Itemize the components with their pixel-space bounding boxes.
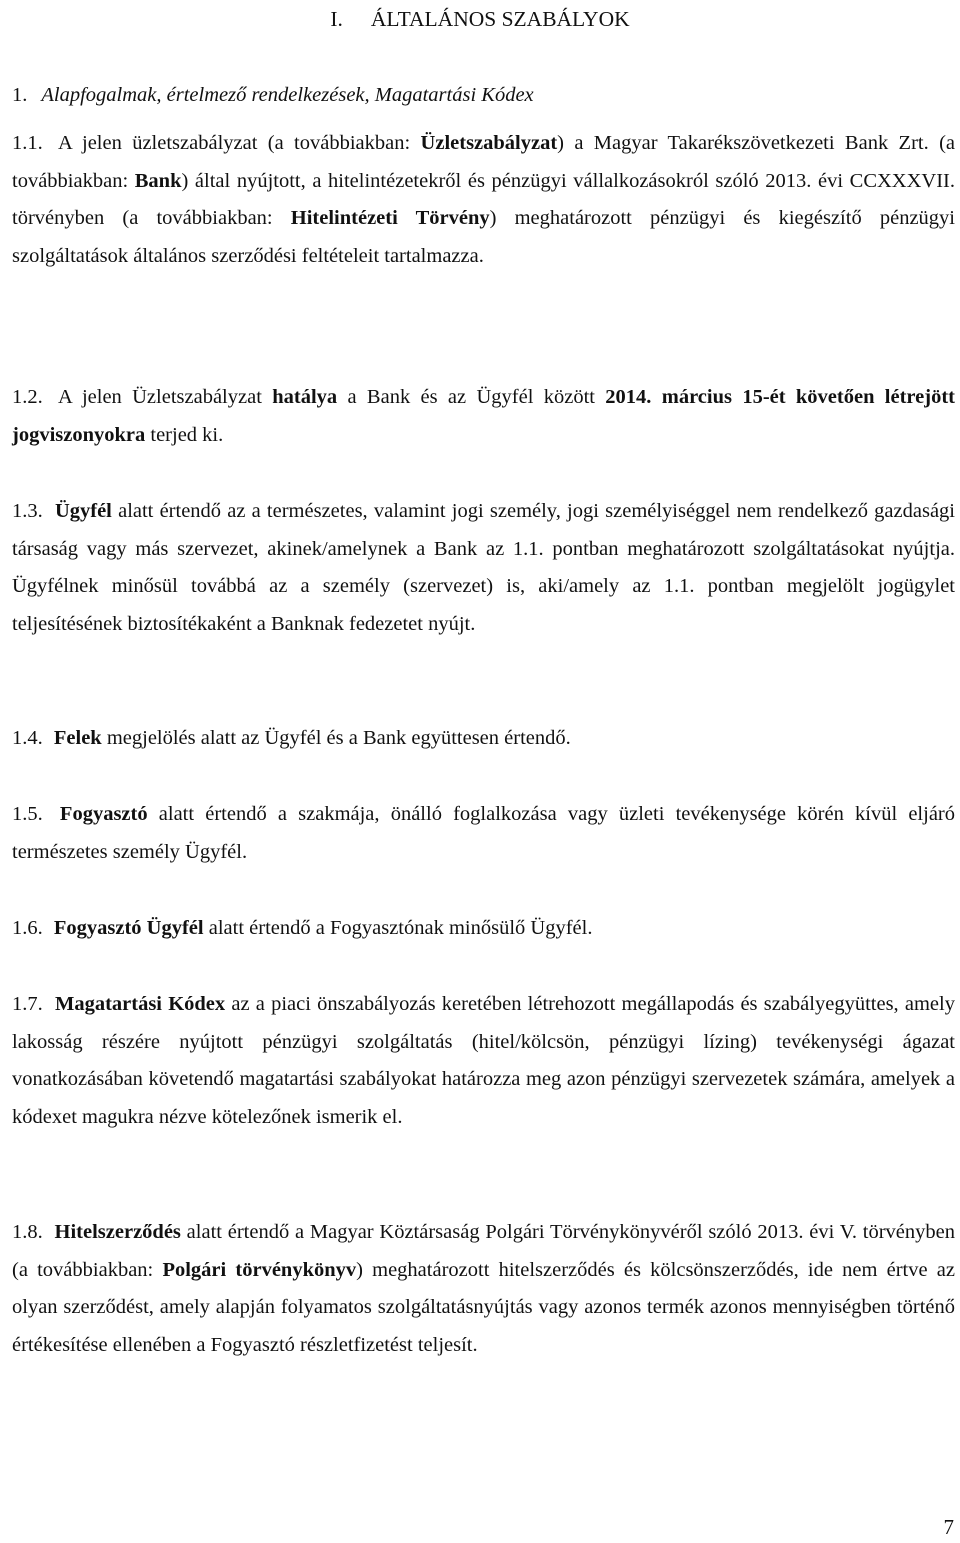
defined-term: 2014. március 15-ét követően létrejött jogviszonyokra [12, 386, 955, 446]
paragraph-1-8 [12, 1214, 955, 1365]
defined-term: Felek [53, 727, 102, 749]
paragraph-text: ) meghatározott pénzügyi és kiegészítő pénzügyi szolgáltatások általános szerződési feltételeit tartalmazza. [12, 207, 955, 268]
paragraph-1-3 [12, 493, 955, 644]
paragraph-1-4 [12, 720, 955, 758]
defined-term: Hitelszerződés [54, 1221, 181, 1243]
paragraph-number: 1.3. [12, 500, 43, 522]
paragraph-text: alatt értendő az a természetes, valamint jogi személy, jogi személyiséggel nem rendelkező gazdasági társaság vagy más szervezet, akinek/amelynek a Bank az 1.1. pontban meghatározott szolgáltatásokat nyújtja. Ügyfélnek minősül továbbá az a személy (szervezet) is, aki/amely az 1.1. pontban megjelölt jogügylet teljesítésének biztosítékaként a Banknak fedezetet nyújt. [12, 500, 955, 636]
paragraph-number: 1.7. [12, 993, 43, 1015]
paragraph-text: A jelen üzletszabályzat (a továbbiakban: [57, 132, 421, 154]
paragraph-text: ) a Magyar Takarékszövetkezeti Bank Zrt. (a továbbiakban: [12, 132, 956, 192]
section-number: 1. [12, 84, 28, 106]
defined-term: Polgári törvénykönyv [162, 1258, 357, 1281]
paragraph-number: 1.6. [12, 917, 43, 939]
chapter-title: ÁLTALÁNOS SZABÁLYOK [370, 7, 630, 31]
defined-term: Hitelintézeti Törvény [290, 207, 490, 230]
paragraph-text: terjed ki. [145, 423, 224, 446]
paragraph-number: 1.5. [12, 803, 43, 825]
defined-term: hatálya [272, 386, 338, 408]
defined-term: Bank [134, 169, 182, 192]
paragraph-text: alatt értendő a szakmája, önálló foglalkozása vagy üzleti tevékenysége körén kívül eljáró természetes személy Ügyfél. [12, 803, 955, 863]
defined-term: Fogyasztó Ügyfél [53, 917, 204, 939]
paragraph-text: ) által nyújtott, a hitelintézetekről és pénzügyi vállalkozásokról szóló 2013. évi CCXXXVII. törvényben (a továbbiakban: [12, 169, 955, 230]
paragraph-text: a Bank és az Ügyfél között [337, 386, 606, 408]
paragraph-1-5 [12, 796, 955, 871]
paragraph-1-6 [12, 910, 955, 948]
defined-term: Üzletszabályzat [420, 132, 558, 154]
paragraph-number: 1.8. [12, 1221, 43, 1243]
paragraph-number: 1.2. [12, 386, 43, 408]
paragraph-number: 1.4. [12, 727, 43, 749]
chapter-heading [0, 4, 960, 34]
paragraph-number: 1.1. [12, 132, 43, 154]
defined-term: Fogyasztó [59, 803, 148, 825]
paragraph-text: az a piaci önszabályozás keretében létrehozott megállapodás és szabályegyüttes, amely lakosság részére nyújtott pénzügyi szolgáltatás (hitel/kölcsön, pénzügyi lízing) tevékenységi ágazat vonatkozásában követendő magatartási szabályokat határozza meg azon pénzügyi szervezetek számára, amelyek a kódexet magukra nézve kötelezőnek ismerik el. [12, 993, 955, 1129]
defined-term: Ügyfél [54, 500, 112, 522]
paragraph-1-7 [12, 986, 955, 1137]
section-heading [12, 80, 534, 110]
paragraph-text: megjelölés alatt az Ügyfél és a Bank együttesen értendő. [101, 727, 571, 749]
paragraph-text: alatt értendő a Magyar Köztársaság Polgári Törvénykönyvéről szóló 2013. évi V. törvényben (a továbbiakban: [12, 1221, 956, 1281]
section-title: Alapfogalmak, értelmező rendelkezések, Magatartási Kódex [41, 84, 534, 106]
defined-term: Magatartási Kódex [54, 993, 226, 1015]
paragraph-1-2 [12, 379, 955, 454]
paragraph-text: alatt értendő a Fogyasztónak minősülő Ügyfél. [203, 917, 593, 939]
paragraph-text: ) meghatározott hitelszerződés és kölcsönszerződés, ide nem értve az olyan szerződést, amely alapján folyamatos szolgáltatásnyújtás vagy azonos termék azonos mennyiségben történő értékesítése ellenében a Fogyasztó részletfizetést teljesít. [12, 1258, 955, 1357]
page-number: 7 [943, 1515, 954, 1539]
paragraph-text: A jelen Üzletszabályzat [57, 386, 273, 408]
paragraph-1-1 [12, 125, 955, 276]
chapter-number: I. [330, 7, 343, 31]
